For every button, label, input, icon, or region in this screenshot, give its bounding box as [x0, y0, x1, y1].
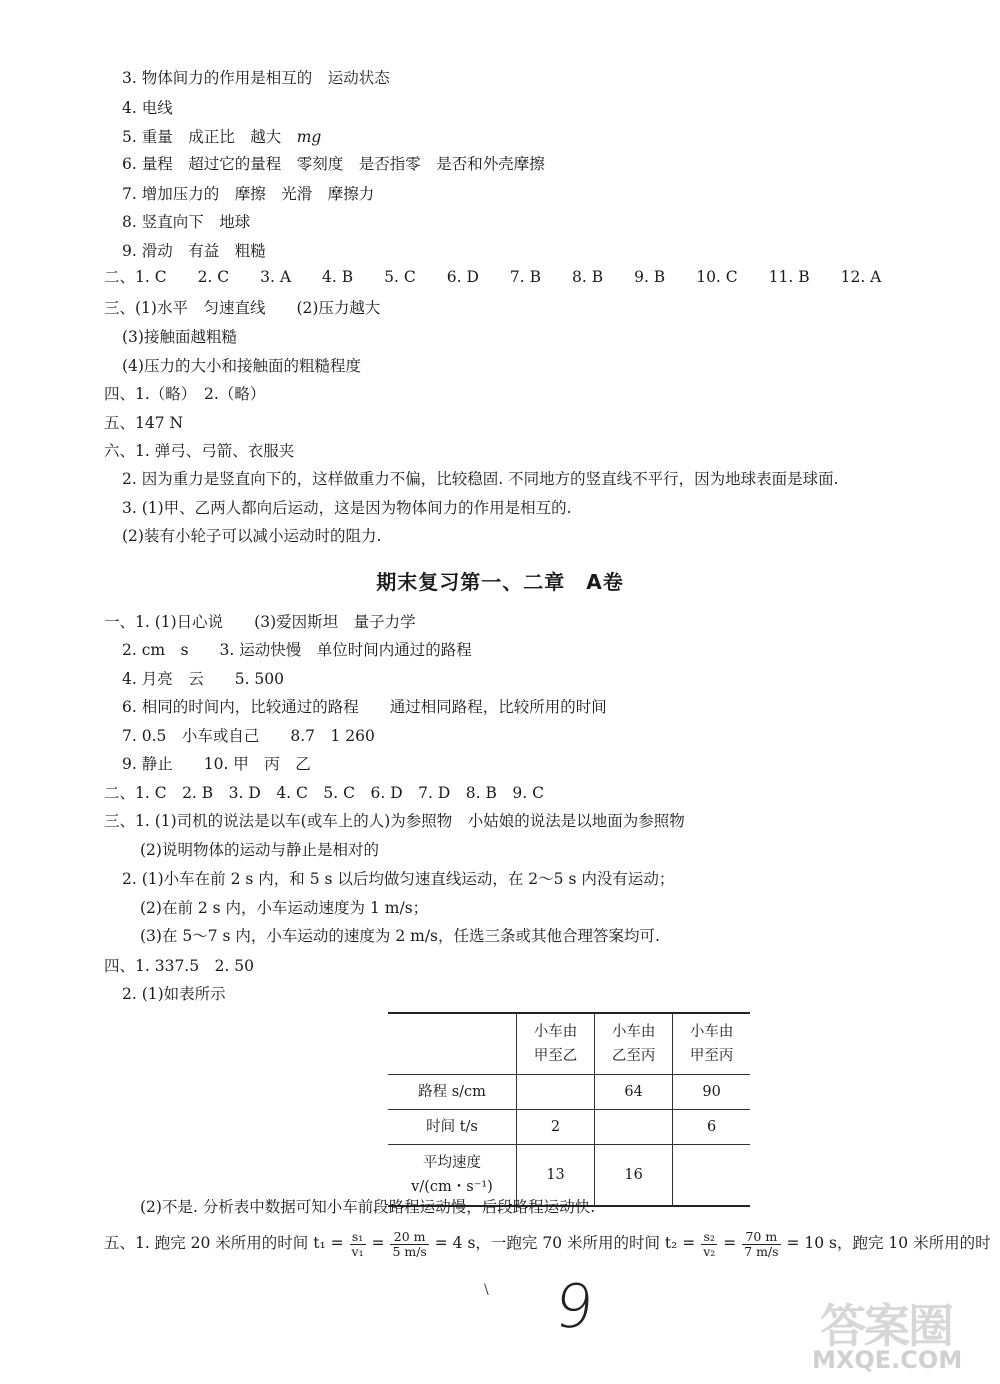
answer-line: 6. 相同的时间内，比较通过的路程 通过相同路程，比较所用的时间: [122, 698, 607, 716]
section-title: 期末复习第一、二章 A卷: [376, 570, 624, 594]
answer-line: 8. 竖直向下 地球: [122, 213, 251, 231]
table-cell: 64: [595, 1075, 673, 1110]
answer-line: 五、147 N: [104, 414, 184, 432]
answer-line: (2)说明物体的运动与静止是相对的: [140, 841, 379, 859]
formula-text: = 4 s，一跑完 70 米所用的时间 t₂ =: [429, 1234, 701, 1252]
formula-mg: mg: [296, 128, 322, 146]
answer-line: 二、1. C 2. C 3. A 4. B 5. C 6. D 7. B 8. B 9. B 10. C 11. B 12. A: [104, 268, 882, 286]
answer-text: 5. 重量 成正比 越大: [122, 128, 297, 146]
table-corner-cell: [388, 1013, 517, 1075]
answer-line: 2. (1)小车在前 2 s 内，和 5 s 以后均做匀速直线运动，在 2～5 s 内没有运动；: [122, 870, 675, 888]
answer-line: 3. (1)甲、乙两人都向后运动，这是因为物体间力的作用是相互的.: [122, 499, 572, 517]
watermark-url: MXQE.COM: [812, 1346, 963, 1374]
table-cell: [673, 1145, 750, 1207]
answer-line: (2)不是. 分析表中数据可知小车前段路程运动慢，后段路程运动快.: [140, 1198, 596, 1216]
table-row: [388, 1110, 750, 1145]
table-cell: 90: [673, 1075, 750, 1110]
answer-line: 9. 滑动 有益 粗糙: [122, 242, 266, 260]
fraction: $\frac{70 m}{7 m/s}$: [744, 1228, 779, 1259]
data-table: [388, 1012, 750, 1207]
answer-line: 四、1. 337.5 2. 50: [104, 957, 255, 975]
fraction: $\frac{\text{s₂}}{\text{v₂}}$: [703, 1228, 716, 1259]
answer-line: 7. 0.5 小车或自己 8.7 1 260: [122, 727, 375, 745]
answer-line: 7. 增加压力的 摩擦 光滑 摩擦力: [122, 185, 375, 203]
row-label: 时间 t/s: [388, 1110, 517, 1145]
table-header-row: [388, 1013, 750, 1075]
table-row: [388, 1075, 750, 1110]
answer-line: 2. 因为重力是竖直向下的，这样做重力不偏，比较稳固. 不同地方的竖直线不平行，因为地球表面是球面.: [122, 470, 839, 488]
table-cell: 16: [595, 1145, 673, 1207]
answer-line: (3)在 5～7 s 内，小车运动的速度为 2 m/s，任选三条或其他合理答案均可.: [140, 927, 660, 945]
table-cell: 2: [517, 1110, 595, 1145]
answer-line: 9. 静止 10. 甲 丙 乙: [122, 755, 311, 773]
fraction: $\frac{20 m}{5 m/s}$: [392, 1228, 427, 1259]
row-label: 路程 s/cm: [388, 1075, 517, 1110]
watermark-logo: [808, 1290, 993, 1380]
table-cell: 6: [673, 1110, 750, 1145]
table-cell: [595, 1110, 673, 1145]
formula-text: =: [366, 1234, 390, 1252]
answer-line: 二、1. C 2. B 3. D 4. C 5. C 6. D 7. D 8. B 9. C: [104, 784, 544, 802]
answer-line: 一、1. (1)日心说 (3)爱因斯坦 量子力学: [104, 613, 416, 631]
answer-line: (2)装有小轮子可以减小运动时的阻力.: [122, 527, 382, 545]
watermark-text: 答案圈: [820, 1299, 952, 1353]
answer-line: [122, 127, 321, 147]
table-header-cell: 小车由 甲至丙: [673, 1013, 750, 1075]
table-cell: [517, 1075, 595, 1110]
answer-line: 2. (1)如表所示: [122, 985, 226, 1003]
fraction: $\frac{\text{s₁}}{\text{v₁}}$: [351, 1228, 364, 1259]
formula-text: 五、1. 跑完 20 米所用的时间 t₁ =: [104, 1234, 349, 1252]
answer-line: 4. 月亮 云 5. 500: [122, 670, 285, 688]
answer-line: 四、1.（略） 2.（略）: [104, 385, 266, 403]
answer-line: 三、1. (1)司机的说法是以车(或车上的人)为参照物 小姑娘的说法是以地面为参照物: [104, 812, 685, 830]
formula-text: =: [718, 1234, 742, 1252]
page-number: 9: [551, 1272, 597, 1342]
answer-line: 4. 电线: [122, 99, 173, 117]
answer-line: 6. 量程 超过它的量程 零刻度 是否指零 是否和外壳摩擦: [122, 155, 545, 173]
formula-text: = 10 s，跑完 10 米所用的时: [781, 1234, 991, 1252]
answer-line: (4)压力的大小和接触面的粗糙程度: [122, 357, 361, 375]
table-header-cell: 小车由 甲至乙: [517, 1013, 595, 1075]
answer-line: 2. cm s 3. 运动快慢 单位时间内通过的路程: [122, 641, 472, 659]
answer-line: 三、(1)水平 匀速直线 (2)压力越大: [104, 299, 381, 317]
row-label: 平均速度 v/(cm・s⁻¹): [388, 1145, 517, 1207]
answer-line-formula: [104, 1226, 991, 1260]
answer-line: (3)接触面越粗糙: [122, 328, 237, 346]
answer-line: 3. 物体间力的作用是相互的 运动状态: [122, 69, 390, 87]
pen-mark: \: [484, 1282, 489, 1298]
table-cell: 13: [517, 1145, 595, 1207]
answer-line: 六、1. 弹弓、弓箭、衣服夹: [104, 442, 295, 460]
table-header-cell: 小车由 乙至丙: [595, 1013, 673, 1075]
answer-line: (2)在前 2 s 内，小车运动速度为 1 m/s；: [140, 899, 429, 917]
